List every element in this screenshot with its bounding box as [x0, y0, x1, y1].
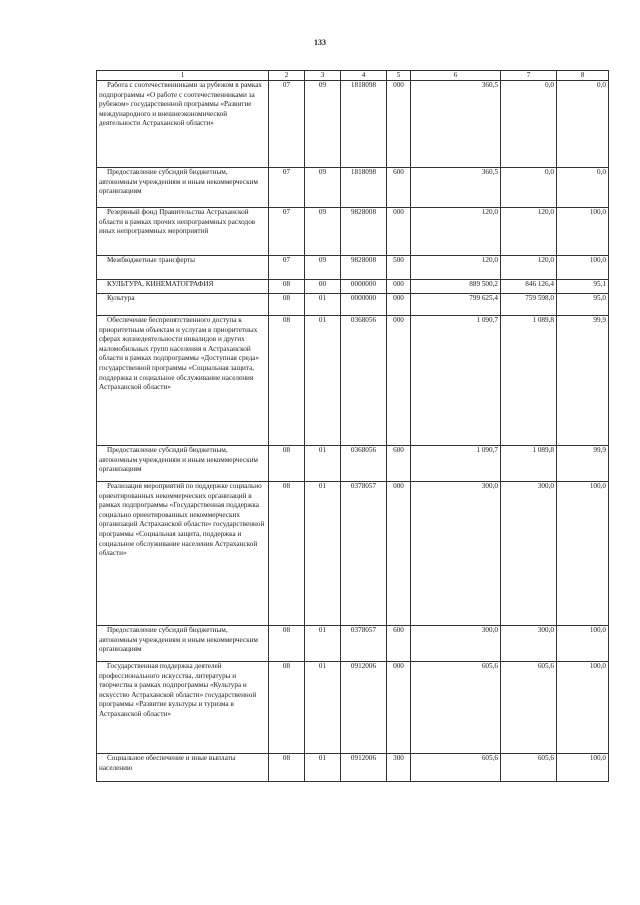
row-value-8: 95,1 [557, 280, 609, 294]
row-pr: 00 [305, 280, 341, 294]
table-row [97, 316, 609, 446]
row-value-8: 0,0 [557, 81, 609, 168]
column-header: 4 [341, 71, 387, 81]
row-value-8: 100,0 [557, 256, 609, 280]
table-row [97, 626, 609, 662]
row-rz: 08 [269, 626, 305, 662]
row-name: КУЛЬТУРА, КИНЕМАТОГРАФИЯ [97, 280, 269, 294]
row-rz: 08 [269, 316, 305, 446]
row-value-8: 100,0 [557, 626, 609, 662]
row-name: Межбюджетные трансферты [97, 256, 269, 280]
table-row [97, 81, 609, 168]
row-pr: 09 [305, 208, 341, 256]
row-csr: 0378057 [341, 482, 387, 626]
row-vr: 000 [387, 662, 411, 754]
row-csr: 0912006 [341, 754, 387, 782]
row-csr: 9828008 [341, 256, 387, 280]
column-header: 1 [97, 71, 269, 81]
row-csr: 0378057 [341, 626, 387, 662]
table-row [97, 256, 609, 280]
row-rz: 07 [269, 208, 305, 256]
row-value-8: 100,0 [557, 208, 609, 256]
row-pr: 09 [305, 81, 341, 168]
row-rz: 08 [269, 294, 305, 316]
row-value-6: 605,6 [411, 662, 501, 754]
row-name: Работа с соотечественниками за рубежом в рамках подпрограммы «О работе с соотечественниками за рубежом» государственной программы «Развитие международного и внешнеэкономической деятельности Астраханской области» [97, 81, 269, 168]
row-csr: 1818098 [341, 81, 387, 168]
row-csr: 1818098 [341, 168, 387, 208]
table-row [97, 168, 609, 208]
row-value-6: 1 090,7 [411, 446, 501, 482]
row-name: Государственная поддержка деятелей профессионального искусства, литературы и творчества в рамках подпрограммы «Культура и искусство Астраханской области» государственной программы «Развитие культуры и туризма в Астраханской области» [97, 662, 269, 754]
table-row [97, 662, 609, 754]
row-rz: 07 [269, 168, 305, 208]
row-vr: 000 [387, 294, 411, 316]
row-name: Реализация мероприятий по поддержке социально ориентированных некоммерческих организаций в рамках подпрограммы «Государственная поддержка социально ориентированных некоммерческих организаций Астраханской области» государственной программы «Социальная защита, поддержка и социальное обслуживание населения Астраханской области» [97, 482, 269, 626]
column-header: 6 [411, 71, 501, 81]
table-row [97, 280, 609, 294]
column-header: 3 [305, 71, 341, 81]
row-value-7: 605,6 [501, 662, 557, 754]
row-vr: 300 [387, 754, 411, 782]
row-value-6: 120,0 [411, 208, 501, 256]
row-value-8: 100,0 [557, 754, 609, 782]
row-value-6: 799 625,4 [411, 294, 501, 316]
row-value-7: 1 089,8 [501, 446, 557, 482]
row-value-7: 120,0 [501, 208, 557, 256]
row-pr: 01 [305, 446, 341, 482]
row-name: Культура [97, 294, 269, 316]
row-value-7: 846 126,4 [501, 280, 557, 294]
row-pr: 01 [305, 662, 341, 754]
row-value-6: 120,0 [411, 256, 501, 280]
column-header: 7 [501, 71, 557, 81]
row-value-6: 360,5 [411, 81, 501, 168]
row-value-8: 95,0 [557, 294, 609, 316]
row-value-7: 605,6 [501, 754, 557, 782]
row-rz: 07 [269, 256, 305, 280]
row-rz: 08 [269, 446, 305, 482]
row-value-7: 300,0 [501, 482, 557, 626]
table-row [97, 482, 609, 626]
row-vr: 000 [387, 482, 411, 626]
row-value-6: 300,0 [411, 482, 501, 626]
table-row [97, 208, 609, 256]
row-value-7: 0,0 [501, 81, 557, 168]
row-pr: 01 [305, 294, 341, 316]
table-row [97, 754, 609, 782]
row-name: Резервный фонд Правительства Астраханской области в рамках прочих непрограммных расходов иных непрограммных мероприятий [97, 208, 269, 256]
row-csr: 0368056 [341, 316, 387, 446]
row-value-8: 99,9 [557, 316, 609, 446]
row-csr: 0368056 [341, 446, 387, 482]
row-csr: 0912006 [341, 662, 387, 754]
page-number: 133 [314, 38, 326, 47]
row-pr: 01 [305, 754, 341, 782]
row-csr: 9828008 [341, 208, 387, 256]
row-csr: 0000000 [341, 280, 387, 294]
row-value-8: 100,0 [557, 662, 609, 754]
row-value-7: 0,0 [501, 168, 557, 208]
row-pr: 01 [305, 316, 341, 446]
row-value-7: 759 598,0 [501, 294, 557, 316]
row-value-8: 0,0 [557, 168, 609, 208]
row-value-8: 100,0 [557, 482, 609, 626]
row-value-7: 120,0 [501, 256, 557, 280]
row-vr: 000 [387, 280, 411, 294]
row-name: Социальное обеспечение и иные выплаты населению [97, 754, 269, 782]
row-name: Предоставление субсидий бюджетным, автономным учреждениям и иным некоммерческим организациям [97, 446, 269, 482]
row-csr: 0000000 [341, 294, 387, 316]
row-vr: 000 [387, 81, 411, 168]
row-pr: 01 [305, 482, 341, 626]
row-pr: 01 [305, 626, 341, 662]
row-value-8: 99,9 [557, 446, 609, 482]
row-vr: 600 [387, 626, 411, 662]
row-vr: 600 [387, 168, 411, 208]
row-rz: 08 [269, 280, 305, 294]
row-name: Обеспечение беспрепятственного доступа к приоритетным объектам и услугам в приоритетных сферах жизнедеятельности инвалидов и других маломобильных групп населения в Астраханской области в рамках подпрограммы «Доступная среда» государственной программы «Социальная защита, поддержка и социальное обслуживание населения Астраханской области» [97, 316, 269, 446]
row-pr: 09 [305, 256, 341, 280]
row-value-6: 360,5 [411, 168, 501, 208]
row-vr: 000 [387, 208, 411, 256]
column-header: 5 [387, 71, 411, 81]
row-value-7: 1 089,8 [501, 316, 557, 446]
row-rz: 08 [269, 754, 305, 782]
row-name: Предоставление субсидий бюджетным, автономным учреждениям и иным некоммерческим организациям [97, 626, 269, 662]
row-value-6: 300,0 [411, 626, 501, 662]
row-value-6: 1 090,7 [411, 316, 501, 446]
column-header: 8 [557, 71, 609, 81]
row-vr: 600 [387, 446, 411, 482]
row-value-6: 605,6 [411, 754, 501, 782]
row-rz: 08 [269, 482, 305, 626]
row-vr: 000 [387, 316, 411, 446]
row-value-6: 889 500,2 [411, 280, 501, 294]
table-row [97, 446, 609, 482]
row-pr: 09 [305, 168, 341, 208]
column-header: 2 [269, 71, 305, 81]
budget-table [96, 70, 609, 782]
table-row [97, 294, 609, 316]
row-rz: 07 [269, 81, 305, 168]
row-vr: 500 [387, 256, 411, 280]
row-name: Предоставление субсидий бюджетным, автономным учреждениям и иным некоммерческим организациям [97, 168, 269, 208]
row-rz: 08 [269, 662, 305, 754]
row-value-7: 300,0 [501, 626, 557, 662]
header-row [97, 71, 609, 81]
